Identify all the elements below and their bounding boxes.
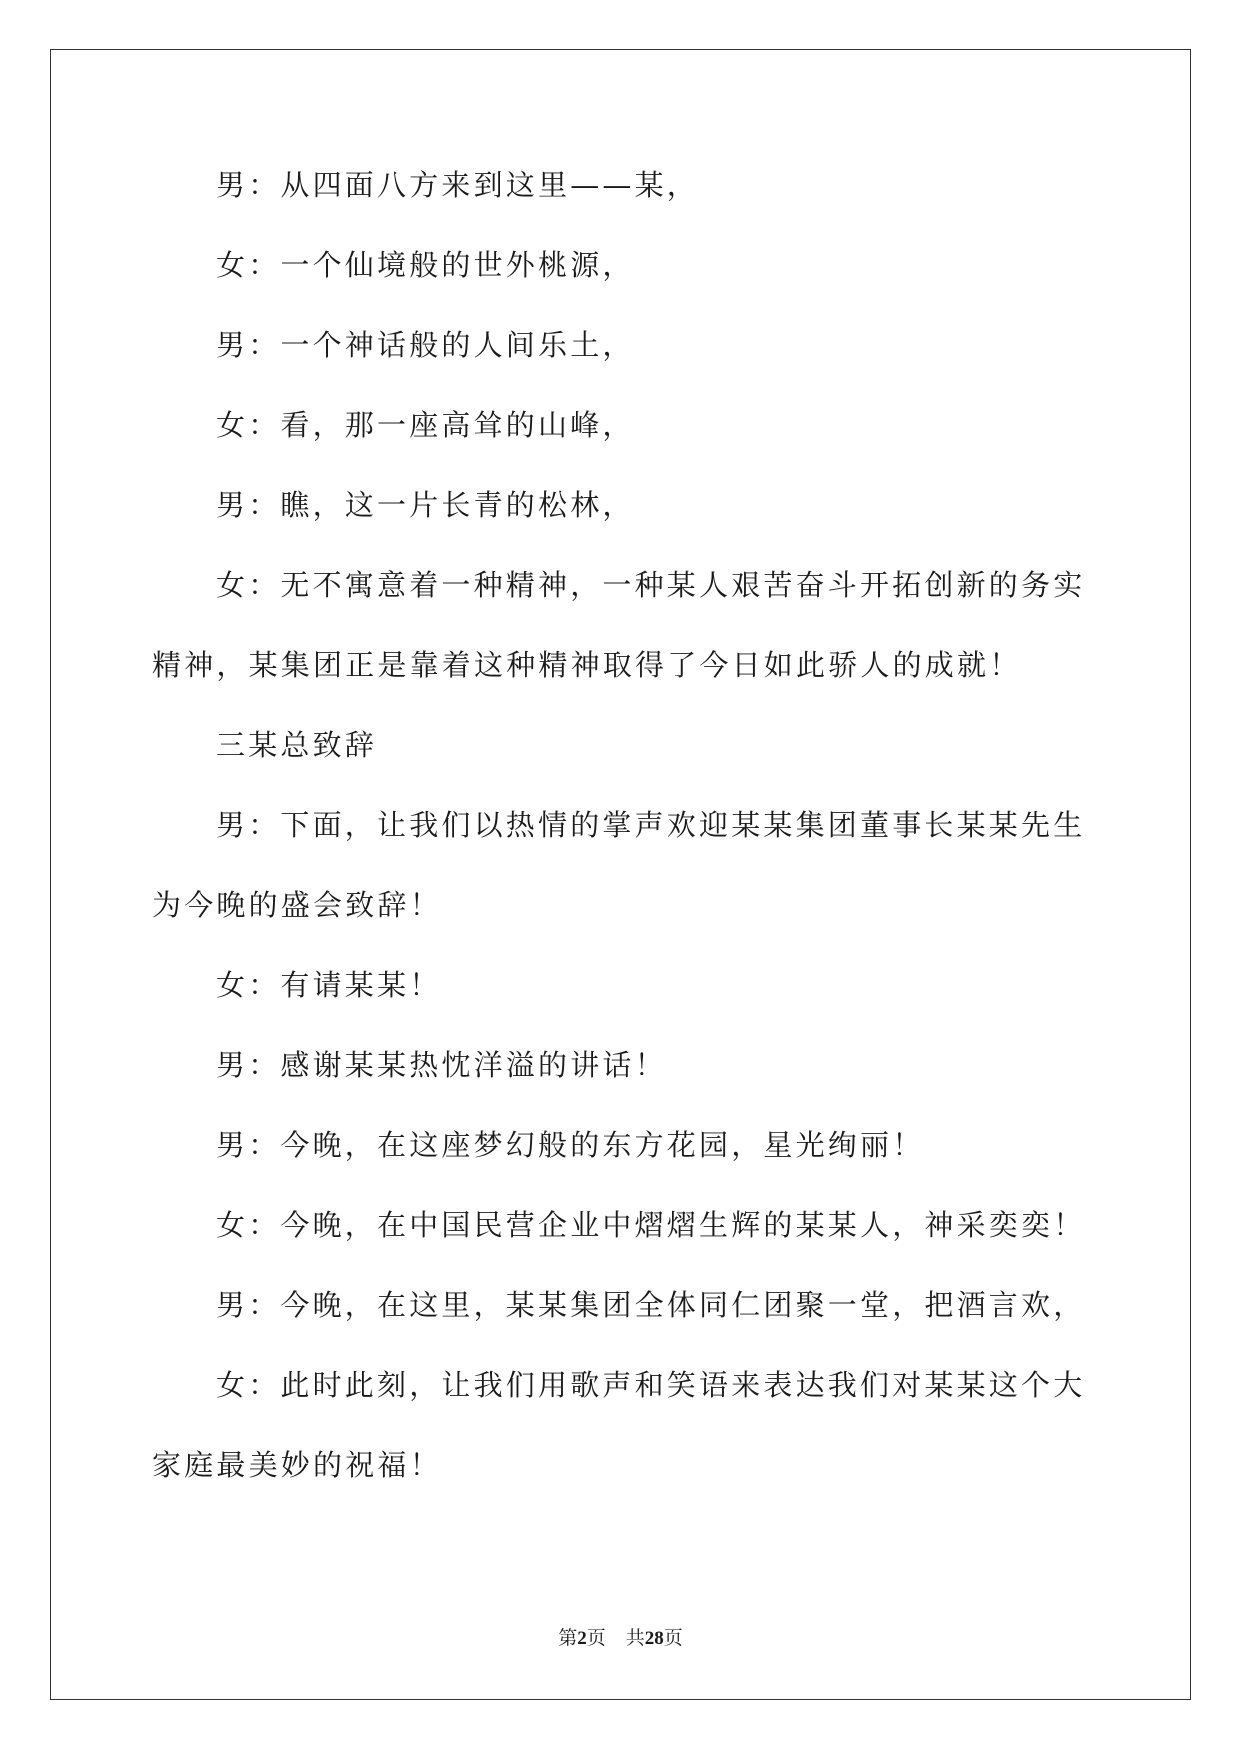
paragraph: 男：下面，让我们以热情的掌声欢迎某某集团董事长某某先生为今晚的盛会致辞！ xyxy=(152,808,1086,922)
paragraph: 男：一个神话般的人间乐土， xyxy=(216,328,635,362)
paragraph: 女：一个仙境般的世外桃源， xyxy=(216,248,635,282)
page-footer xyxy=(0,1623,1241,1650)
paragraph: 女：看，那一座高耸的山峰， xyxy=(216,408,635,442)
paragraph: 女：此时此刻，让我们用歌声和笑语来表达我们对某某这个大家庭最美妙的祝福！ xyxy=(152,1368,1086,1482)
paragraph: 男：瞧，这一片长青的松林， xyxy=(216,488,635,522)
total-pages: 28 xyxy=(644,1628,664,1649)
paragraph: 女：今晚，在中国民营企业中熠熠生辉的某某人，神采奕奕！ xyxy=(216,1208,1086,1242)
page-prefix: 第 xyxy=(558,1627,578,1649)
paragraph: 男：今晚，在这座梦幻般的东方花园，星光绚丽！ xyxy=(216,1128,925,1162)
paragraph: 男：感谢某某热忱洋溢的讲话！ xyxy=(216,1048,667,1082)
section-heading: 三某总致辞 xyxy=(216,728,378,762)
page-suffix: 页 xyxy=(586,1627,606,1649)
page-number: 2 xyxy=(577,1628,587,1649)
paragraph: 女：无不寓意着一种精神，一种某人艰苦奋斗开拓创新的务实精神，某集团正是靠着这种精神取得了今日如此骄人的成就！ xyxy=(152,568,1086,682)
paragraph: 男：今晚，在这里，某某集团全体同仁团聚一堂，把酒言欢， xyxy=(216,1288,1086,1322)
total-prefix: 共 xyxy=(625,1627,645,1649)
paragraph: 女：有请某某！ xyxy=(216,968,442,1002)
total-suffix: 页 xyxy=(663,1627,683,1649)
paragraph: 男：从四面八方来到这里——某， xyxy=(216,168,700,202)
document-body xyxy=(152,145,1087,1505)
